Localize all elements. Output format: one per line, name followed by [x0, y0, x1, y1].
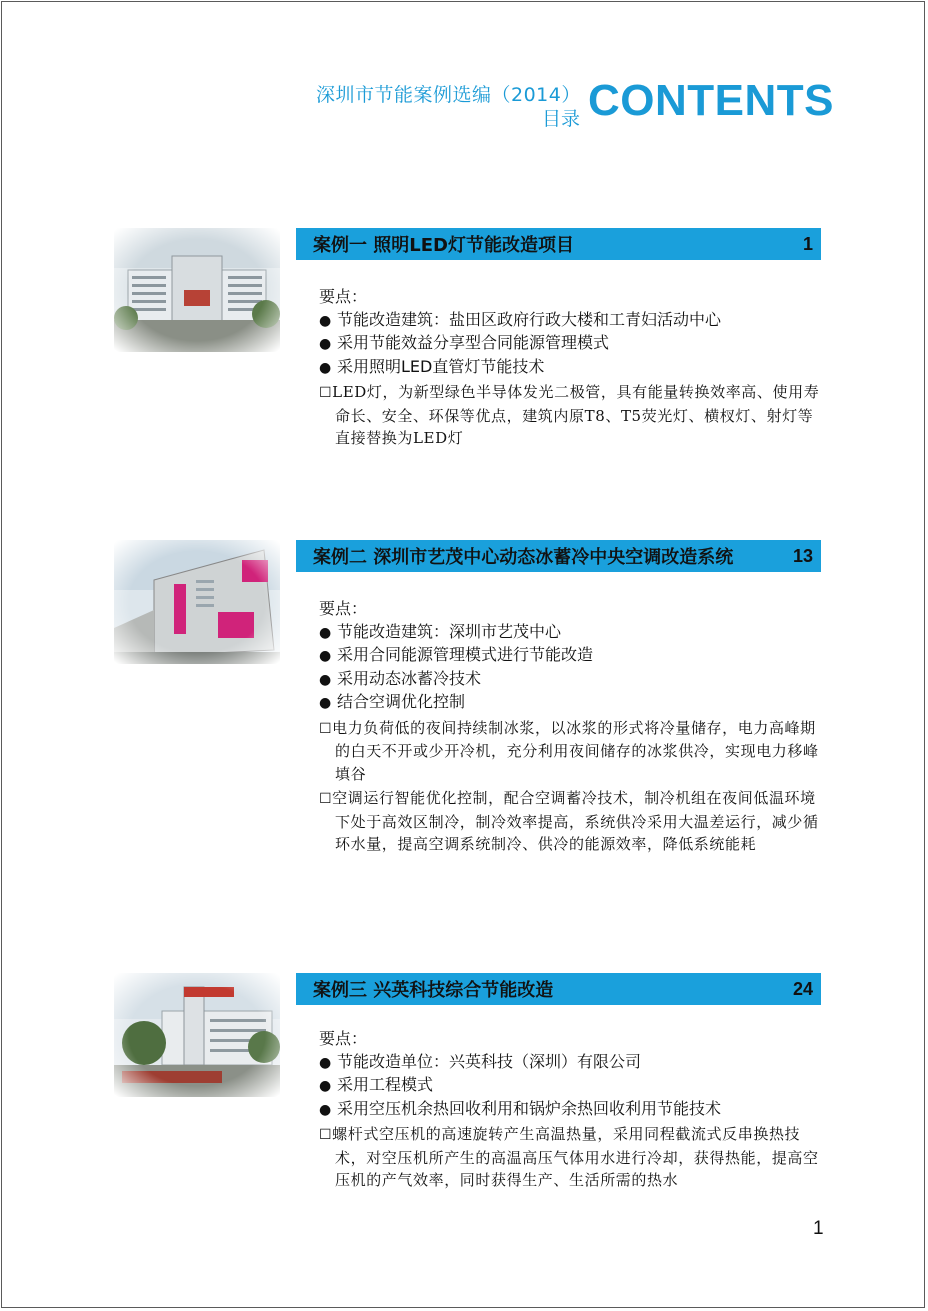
case-2-title: 案例二 深圳市艺茂中心动态冰蓄冷中央空调改造系统 [313, 547, 734, 568]
case-2-points [319, 598, 824, 856]
bullet-icon: ● [319, 1101, 332, 1118]
description: ☐空调运行智能优化控制，配合空调蓄冷技术，制冷机组在夜间低温环境下处于高效区制冷，制冷效率提高，系统供冷采用大温差运行，减少循环水量，提高空调系统制冷、供冷的能源效率，降低系统能耗 [319, 789, 819, 853]
list-item: ● 结合空调优化控制 [319, 691, 824, 715]
checkbox-square-icon: ☐ [319, 1127, 333, 1143]
bullet-icon: ● [319, 695, 332, 711]
case-1-page-number: 1 [802, 233, 813, 254]
list-item: ● 采用节能效益分享型合同能源管理模式 [319, 332, 824, 356]
case3-building-photo [114, 973, 280, 1097]
case-2-title-bar[interactable] [296, 540, 821, 572]
case-1-title: 案例一 照明LED灯节能改造项目 [313, 235, 574, 256]
points-label: 要点： [319, 287, 368, 306]
checkbox-square-icon: ☐ [319, 385, 333, 401]
header-contents: CONTENTS [588, 76, 834, 125]
description: ☐电力负荷低的夜间持续制冰浆，以冰浆的形式将冷量储存，电力高峰期的白天不开或少开冷机，充分利用夜间储存的冰浆供冷，实现电力移峰填谷 [319, 718, 819, 783]
list-item: ● 采用照明LED直管灯节能技术 [319, 356, 824, 380]
case-3-title-bar[interactable] [296, 973, 821, 1005]
points-label: 要点： [319, 599, 368, 618]
bullet-icon: ● [319, 336, 332, 352]
list-item: ● 节能改造建筑：盐田区政府行政大楼和工青妇活动中心 [319, 309, 824, 333]
bullet-icon: ● [319, 648, 332, 664]
case-3-points [319, 1028, 824, 1192]
description: ☐LED灯，为新型绿色半导体发光二极管，具有能量转换效率高、使用寿命长、安全、环保等优点，建筑内原T8、T5荧光灯、横杈灯、射灯等直接替换为LED灯 [319, 383, 820, 447]
checkbox-square-icon: ☐ [319, 720, 333, 737]
page-number: 1 [813, 1218, 824, 1239]
case-3-title: 案例三 兴英科技综合节能改造 [313, 980, 554, 1001]
checkbox-square-icon: ☐ [319, 791, 333, 807]
list-item: ● 节能改造建筑：深圳市艺茂中心 [319, 621, 824, 645]
list-item: ● 采用工程模式 [319, 1074, 824, 1098]
description: ☐螺杆式空压机的高速旋转产生高温热量，采用同程截流式反串换热技术，对空压机所产生的高温高压气体用水进行冷却，获得热能，提高空压机的产气效率，同时获得生产、生活所需的热水 [319, 1125, 819, 1189]
case-1-points [319, 286, 824, 450]
case-3-page-number: 24 [792, 978, 813, 999]
list-item: ● 采用空压机余热回收利用和锅炉余热回收利用节能技术 [319, 1098, 824, 1122]
case-2-page-number: 13 [792, 545, 813, 566]
list-item: ● 采用合同能源管理模式进行节能改造 [319, 644, 824, 668]
list-item: ● 采用动态冰蓄冷技术 [319, 668, 824, 692]
list-item: ● 节能改造单位：兴英科技（深圳）有限公司 [319, 1051, 824, 1075]
header-subtitle: 深圳市节能案例选编（2014） [316, 84, 581, 106]
case-1-title-bar[interactable] [296, 228, 821, 260]
bullet-icon: ● [319, 624, 332, 641]
case1-building-photo [114, 228, 280, 352]
bullet-icon: ● [319, 1078, 332, 1094]
header-mulu: 目录 [542, 108, 581, 130]
bullet-icon: ● [319, 671, 332, 688]
bullet-icon: ● [319, 1054, 332, 1071]
points-label: 要点： [319, 1029, 368, 1048]
bullet-icon: ● [319, 312, 332, 329]
case2-building-photo [114, 540, 280, 664]
bullet-icon: ● [319, 359, 332, 376]
